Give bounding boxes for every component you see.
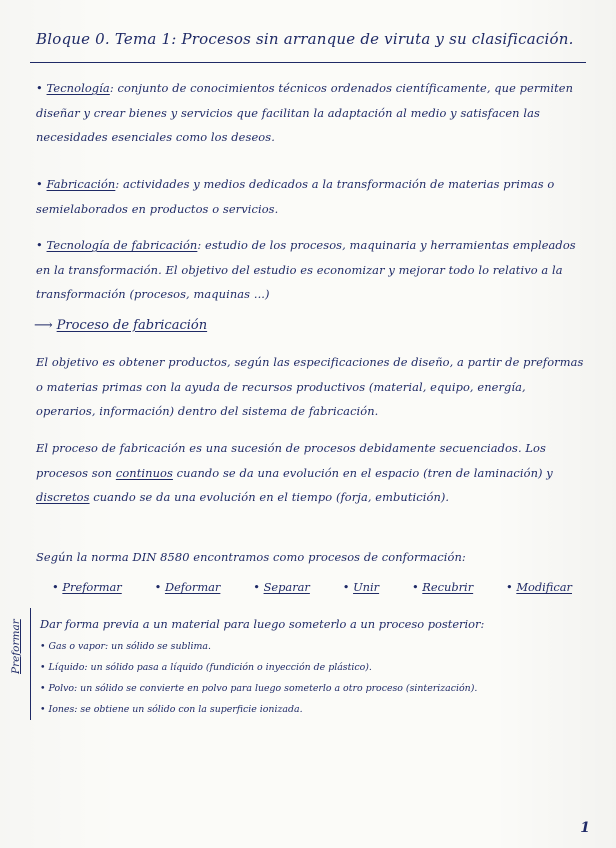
operation-item: • Deformar — [154, 580, 221, 594]
list-item: • Iones: se obtiene un sólido con la superficie ionizada. — [40, 704, 303, 715]
preformar-bracket — [30, 608, 37, 720]
definition-text: : estudio de los procesos, maquinaria y herramientas empleados en la transformación. El objetivo del estudio es economizar y mejorar todo lo relativo a la transformación (procesos, maquinas ...) — [36, 238, 576, 301]
paragraph-din-8580: Según la norma DIN 8580 encontramos como procesos de conformación: — [36, 550, 466, 564]
definition-text: : conjunto de conocimientos técnicos ordenados científicamente, que permiten diseñar y crear bienes y servicios que facilitan la adaptación al medio y satisfacen las necesidades esenciales como los deseos. — [36, 81, 574, 144]
preformar-section: Dar forma previa a un material para luego someterlo a un proceso posterior: • Gas o vapor: un sólido se sublima. • Líquido: un sólido pasa a líquido (fundición o inyección de plástico). • Polvo: un sólido se convierte en polvo para luego someterlo a otro proceso (sinterización). • Iones: se obtiene un sólido con la superficie ionizada. — [40, 612, 588, 720]
definition-term: Fabricación — [46, 177, 116, 191]
operations-list — [52, 580, 572, 594]
operation-item: • Modificar — [505, 580, 572, 594]
definition-text: : actividades y medios dedicados a la transformación de materias primas o semielaborados en productos o servicios. — [36, 177, 555, 216]
definition-tecnologia: • Tecnología: conjunto de conocimientos técnicos ordenados científicamente, que permiten diseñar y crear bienes y servicios que facilitan la adaptación al medio y satisfacen las necesidades esenciales como los deseos. — [36, 81, 574, 144]
page-number: 1 — [580, 820, 590, 836]
definition-term: Tecnología — [46, 81, 110, 95]
definition-term: Tecnología de fabricación — [46, 238, 198, 252]
operation-item: • Recubrir — [411, 580, 474, 594]
list-item: • Gas o vapor: un sólido se sublima. — [40, 641, 211, 652]
list-item: • Líquido: un sólido pasa a líquido (fundición o inyección de plástico). — [40, 662, 372, 673]
definition-tecnologia-fabricacion: • Tecnología de fabricación: estudio de los procesos, maquinaria y herramientas empleados en la transformación. El objetivo del estudio es economizar y mejorar todo lo relativo a la transformación (procesos, maquinas ...) — [36, 238, 576, 301]
list-item: • Polvo: un sólido se convierte en polvo para luego someterlo a otro proceso (sinterización). — [40, 683, 478, 694]
arrow-right-icon: ⟶ — [34, 318, 53, 333]
preformar-side-label: Preformar — [10, 619, 22, 674]
operation-item: • Preformar — [52, 580, 122, 594]
operation-item: • Separar — [253, 580, 310, 594]
page-title: Bloque 0. Tema 1: Procesos sin arranque de viruta y su clasificación. — [36, 30, 574, 48]
section-heading: ⟶ Proceso de fabricación — [34, 318, 208, 333]
paragraph-proceso: El proceso de fabricación es una sucesión de procesos debidamente secuenciados. Los procesos son continuos cuando se da una evolución en el espacio (tren de laminación) y discretos cuando se da una evolución en el tiempo (forja, embutición). — [36, 441, 553, 504]
term-discretos: discretos — [36, 490, 90, 504]
paragraph-objetivo: El objetivo es obtener productos, según las especificaciones de diseño, a partir de preformas o materias primas con la ayuda de recursos productivos (material, equipo, energía, operarios, información) dentro del sistema de fabricación. — [36, 355, 584, 418]
term-continuos: continuos — [115, 465, 173, 480]
operation-item: • Unir — [342, 580, 380, 594]
title-underline — [30, 62, 586, 63]
definition-fabricacion: • Fabricación: actividades y medios dedicados a la transformación de materias primas o semielaborados en productos o servicios. — [36, 177, 555, 216]
